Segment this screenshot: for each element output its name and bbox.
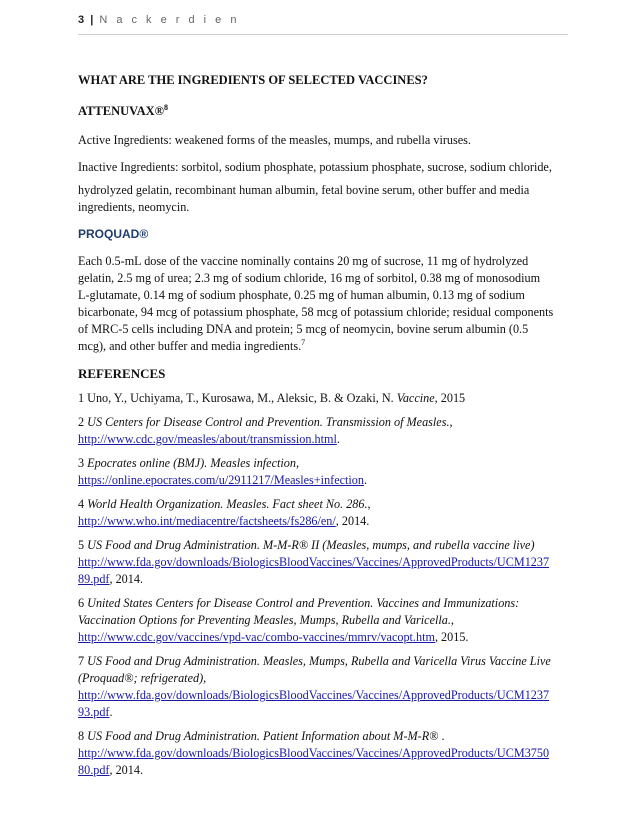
reference-item <box>78 455 568 489</box>
reference-title: Vaccine <box>396 391 435 405</box>
attenuvax-inactive-line-2: hydrolyzed gelatin, recombinant human albumin, fetal bovine serum, other buffer and media <box>78 183 530 197</box>
reference-item <box>78 496 568 530</box>
proquad-heading: PROQUAD® <box>78 227 149 241</box>
attenuvax-inactive-line-3: ingredients, neomycin. <box>78 200 190 214</box>
reference-tail: , 2015 <box>434 391 466 405</box>
reference-suffix: , 2014. <box>109 763 143 777</box>
reference-lead: 2 <box>78 415 88 429</box>
references-list <box>78 390 568 779</box>
reference-suffix: , 2014. <box>335 514 370 528</box>
proquad-line-last <box>78 338 568 355</box>
reference-lead: 4 <box>78 497 88 511</box>
reference-item <box>78 595 568 646</box>
reference-link[interactable]: https://online.epocrates.com/u/2911217/Measles+infection <box>78 473 364 487</box>
proquad-line: L-glutamate, 0.14 mg of sodium phosphate, 0.25 mg of human albumin, 0.13 mg of sodium <box>78 288 525 302</box>
references-heading: REFERENCES <box>78 366 166 381</box>
reference-suffix: . <box>336 432 340 446</box>
author-name: N a c k e r d i e n <box>99 14 240 26</box>
proquad-line: mcg), and other buffer and media ingredients. <box>78 339 302 353</box>
attenuvax-heading <box>78 103 568 120</box>
reference-link[interactable]: http://www.cdc.gov/vaccines/vpd-vac/combo-vaccines/mmrv/vacopt.htm <box>78 630 435 644</box>
reference-link[interactable]: http://www.cdc.gov/measles/about/transmission.html <box>78 432 337 446</box>
reference-tail: , <box>295 456 300 470</box>
reference-tail: , <box>449 415 453 429</box>
attenuvax-inactive-line-1: Inactive Ingredients: sorbitol, sodium phosphate, potassium phosphate, sucrose, sodium chloride, <box>78 160 552 174</box>
reference-tail: , <box>367 497 371 511</box>
header-rule <box>78 34 568 35</box>
reference-title: US Food and Drug Administration. Measles, Mumps, Rubella and Varicella Virus Vaccine Live (Proquad®; refrigerated) <box>78 654 551 685</box>
reference-link[interactable]: http://www.fda.gov/downloads/BiologicsBloodVaccines/Vaccines/ApprovedProducts/UCM1237 89.pdf <box>78 555 550 586</box>
proquad-line: Each 0.5-mL dose of the vaccine nominally contains 20 mg of sucrose, 11 mg of hydrolyzed <box>78 254 529 268</box>
proquad-footnote: 7 <box>301 337 306 347</box>
attenuvax-active: Active Ingredients: weakened forms of the measles, mumps, and rubella viruses. <box>78 133 471 147</box>
proquad-line: gelatin, 2.5 mg of urea; 2.3 mg of sodium chloride, 16 mg of sorbitol, 0.38 mg of monosodium <box>78 271 541 285</box>
proquad-line: of MRC-5 cells including DNA and protein; 5 mcg of neomycin, bovine serum albumin (0.5 <box>78 322 529 336</box>
reference-suffix: . <box>364 473 368 487</box>
proquad-line: bicarbonate, 94 mcg of potassium phosphate, 58 mcg of potassium chloride; residual components <box>78 305 554 319</box>
page-number: 3 <box>78 14 85 26</box>
reference-item <box>78 537 568 588</box>
reference-item <box>78 653 568 721</box>
reference-lead: 8 <box>78 729 88 743</box>
reference-lead: 5 <box>78 538 88 552</box>
attenuvax-title: ATTENUVAX® <box>78 104 164 118</box>
page-content <box>78 72 568 786</box>
reference-link[interactable]: http://www.fda.gov/downloads/BiologicsBloodVaccines/Vaccines/ApprovedProducts/UCM1237 93.pdf <box>78 688 550 719</box>
reference-suffix: . <box>109 705 113 719</box>
reference-link[interactable]: http://www.who.int/mediacentre/factsheets/fs286/en/ <box>78 514 336 528</box>
reference-tail: , <box>450 613 454 627</box>
reference-title: US Food and Drug Administration. M-M-R® II (Measles, mumps, and rubella vaccine live) <box>87 538 535 552</box>
attenuvax-footnote: 8 <box>163 102 168 112</box>
reference-tail: . <box>438 729 445 743</box>
section-heading: WHAT ARE THE INGREDIENTS OF SELECTED VACCINES? <box>78 73 428 87</box>
reference-suffix: , 2015. <box>434 630 469 644</box>
reference-suffix: , 2014. <box>109 572 143 586</box>
reference-title: US Centers for Disease Control and Prevention. Transmission of Measles. <box>87 415 450 429</box>
proquad-paragraph <box>78 253 568 355</box>
reference-title: World Health Organization. Measles. Fact sheet No. 286. <box>87 497 368 511</box>
reference-title: US Food and Drug Administration. Patient Information about M-M-R® <box>87 729 439 743</box>
reference-item <box>78 414 568 448</box>
reference-title: United States Centers for Disease Control and Prevention. Vaccines and Immunizations: Vaccination Options for Preventing Measles, Mumps, Rubella and Varicella. <box>78 596 520 627</box>
reference-lead: 1 Uno, Y., Uchiyama, T., Kurosawa, M., Aleksic, B. & Ozaki, N. <box>78 391 397 405</box>
header-separator: | <box>90 14 94 26</box>
reference-item <box>78 728 568 779</box>
page-header <box>78 14 568 26</box>
reference-lead: 7 <box>78 654 88 668</box>
reference-tail: , <box>203 671 207 685</box>
reference-item <box>78 390 568 407</box>
reference-lead: 3 <box>78 456 88 470</box>
reference-title: Epocrates online (BMJ). Measles infection <box>87 456 296 470</box>
reference-link[interactable]: http://www.fda.gov/downloads/BiologicsBloodVaccines/Vaccines/ApprovedProducts/UCM3750 80.pdf <box>78 746 550 777</box>
reference-lead: 6 <box>78 596 88 610</box>
